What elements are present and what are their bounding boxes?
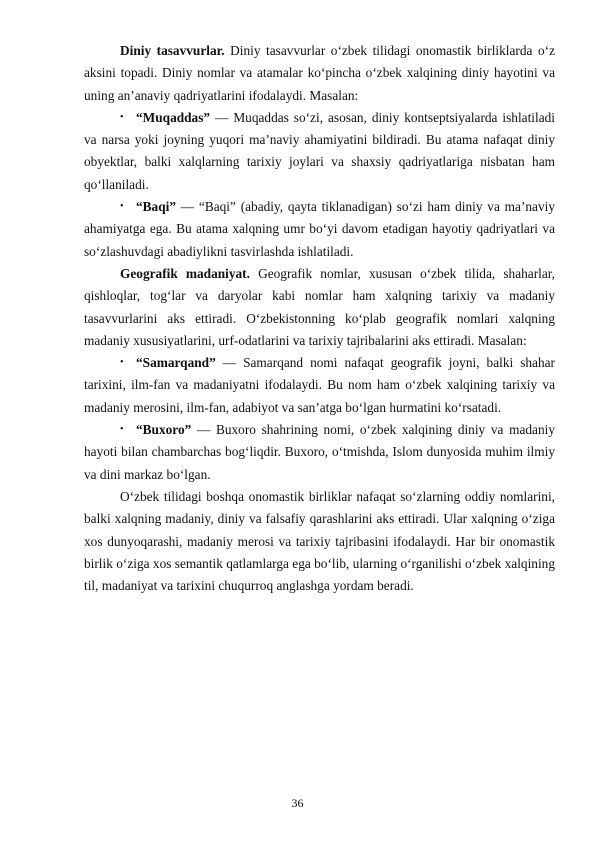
paragraph-conclusion: O‘zbek tilidagi boshqa onomastik birliklar nafaqat so‘zlarning oddiy nomlarini, balki xalqning madaniy, diniy va falsafiy qarashlarini aks ettiradi. Ular xalqning o‘ziga xos dunyoqarashi, madaniy merosi va tarixiy tajribasini ifodalaydi. Har bir onomastik birlik o‘ziga xos semantik qatlamlarga ega bo‘lib, ularning o‘rganilishi o‘zbek xalqining til, madaniyat va tarixini chuqurroq anglashga yordam beradi. bbox=[84, 488, 555, 594]
paragraph-geographic-culture bbox=[84, 263, 555, 352]
paragraph-text: Diniy tasavvurlar o‘zbek tilidagi onomastik birliklarda o‘z aksini topadi. Diniy nomlar va atamalar ko‘pincha o‘zbek xalqining diniy hayotini va uning an’anaviy qadriyatlarini ifodalaydi. Masalan: bbox=[84, 43, 555, 103]
list-item-baqi bbox=[84, 196, 555, 263]
heading-religious-concepts: Diniy tasavvurlar. bbox=[120, 43, 225, 58]
term-description: — “Baqi” (abadiy, qayta tiklanadigan) so‘zi ham diniy va ma’naviy ahamiyatga ega. Bu atama xalqning umr bo‘yi davom etadigan hayotiy qadriyatlari va so‘zlashuvdagi abadiylikni tasvirlashda ishlatiladi. bbox=[84, 199, 555, 259]
bullet-icon: • bbox=[120, 424, 124, 436]
term-description: — Muqaddas so‘zi, asosan, diniy kontseptsiyalarda ishlatiladi va narsa yoki joyning yuqori ma’naviy ahamiyatini bildiradi. Bu atama nafaqat diniy obyektlar, balki xalqlarning tarixiy joylari va shaxsiy qadriyatlariga nisbatan ham qo‘llaniladi. bbox=[84, 109, 555, 192]
bullet-icon: • bbox=[120, 357, 124, 369]
paragraph-religious-concepts bbox=[84, 40, 555, 107]
bullet-icon: • bbox=[120, 111, 124, 123]
term-description: — Samarqand nomi nafaqat geografik joyni, balki shahar tarixini, ilm-fan va madaniyatni ifodalaydi. Bu nom ham o‘zbek xalqining tarixiy va madaniy merosini, ilm-fan, adabiyot va san’atga bo‘lgan hurmatini ko‘rsatadi. bbox=[84, 355, 555, 415]
page-number: 36 bbox=[291, 796, 304, 810]
document-page bbox=[84, 40, 555, 597]
term-buxoro: “Buxoro” bbox=[136, 422, 192, 438]
term-samarqand: “Samarqand” bbox=[136, 355, 216, 371]
bullet-icon: • bbox=[120, 201, 124, 213]
list-item-buxoro bbox=[84, 419, 555, 486]
term-description: — Buxoro shahrining nomi, o‘zbek xalqining diniy va madaniy hayoti bilan chambarchas bog‘liqdir. Buxoro, o‘tmishda, Islom dunyosida muhim ilmiy va dini markaz bo‘lgan. bbox=[84, 422, 555, 482]
term-baqi: “Baqi” bbox=[136, 199, 176, 215]
term-muqaddas: “Muqaddas” bbox=[136, 109, 211, 125]
list-item-muqaddas bbox=[84, 107, 555, 196]
paragraph-text: Geografik nomlar, xususan o‘zbek tilida, shaharlar, qishloqlar, tog‘lar va daryolar kabi nomlar ham xalqning tarixiy va madaniy tasavvurlarini aks ettiradi. O‘zbekistonning ko‘plab geografik nomlari xalqning madaniy xususiyatlarini, urf-odatlarini va tarixiy tajribalarini aks ettiradi. Masalan: bbox=[84, 265, 555, 348]
list-item-samarqand bbox=[84, 352, 555, 419]
heading-geographic-culture: Geografik madaniyat. bbox=[120, 265, 250, 281]
